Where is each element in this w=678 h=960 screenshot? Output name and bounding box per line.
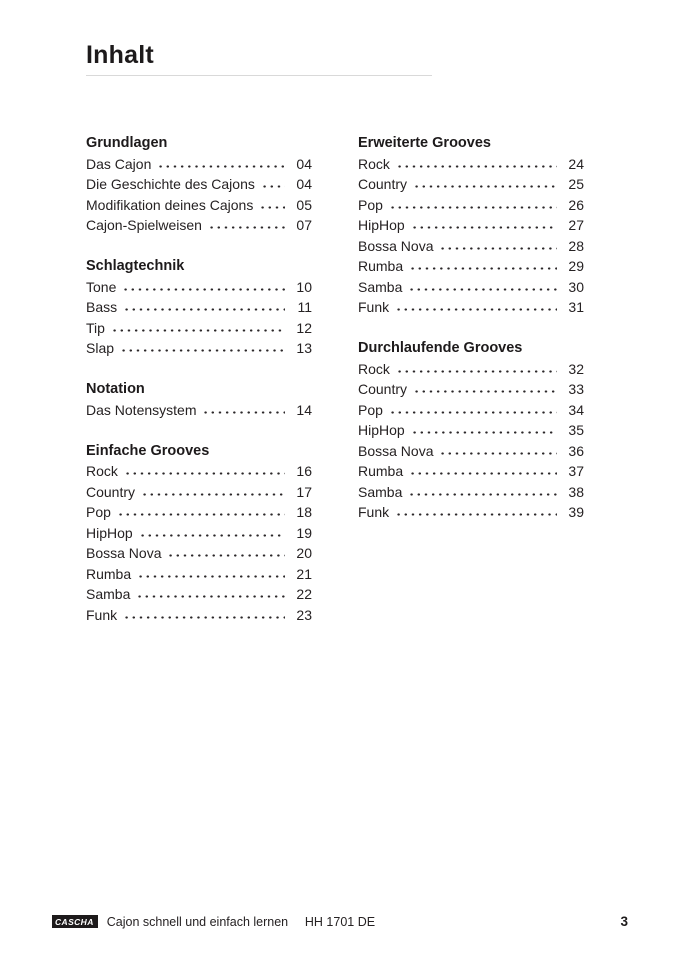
toc-entry-page-number: 12 xyxy=(296,319,312,336)
toc-entry-row xyxy=(358,379,584,400)
toc-section xyxy=(86,133,312,236)
toc-entry-label: Tip xyxy=(86,319,105,336)
toc-entry-page-number: 14 xyxy=(296,401,312,418)
dot-leader xyxy=(408,482,557,503)
toc-entry-row xyxy=(358,461,584,482)
dot-leader xyxy=(167,543,285,564)
toc-entry-row xyxy=(86,338,312,359)
toc-entry-row xyxy=(86,564,312,585)
toc-section xyxy=(86,256,312,359)
toc-entry-row xyxy=(358,502,584,523)
toc-entry-row xyxy=(358,215,584,236)
toc-entry-page-number: 04 xyxy=(296,155,312,172)
toc-section xyxy=(86,441,312,626)
toc-entry-label: Das Cajon xyxy=(86,155,152,172)
toc-entry-label: Funk xyxy=(358,504,390,520)
toc-entry-page-number: 31 xyxy=(568,299,584,315)
dot-leader xyxy=(122,277,285,298)
dot-leader xyxy=(120,338,285,359)
toc-column xyxy=(86,133,312,625)
toc-entry-page-number: 33 xyxy=(568,381,584,397)
toc-columns xyxy=(86,133,584,625)
dot-leader xyxy=(409,256,557,277)
toc-entry-page-number: 20 xyxy=(296,545,312,561)
toc-entry-row xyxy=(86,502,312,523)
dot-leader xyxy=(389,195,557,216)
section-heading: Erweiterte Grooves xyxy=(358,135,491,151)
toc-entry-row xyxy=(86,215,312,236)
toc-entry-page-number: 34 xyxy=(568,401,584,418)
toc-entry-label: Pop xyxy=(358,196,383,213)
toc-entry-label: Bossa Nova xyxy=(358,442,434,459)
dot-leader xyxy=(395,502,557,523)
toc-entry-label: Samba xyxy=(358,483,403,500)
dot-leader xyxy=(411,420,557,441)
dot-leader xyxy=(396,154,557,175)
toc-entry-page-number: 07 xyxy=(296,217,312,233)
toc-entry-row xyxy=(358,154,584,175)
toc-entry-label: Bossa Nova xyxy=(86,545,162,561)
toc-section xyxy=(86,379,312,420)
toc-section xyxy=(358,338,584,523)
toc-entry-label: Rock xyxy=(358,155,390,172)
toc-entry-page-number: 32 xyxy=(568,360,584,377)
toc-entry-row xyxy=(86,195,312,216)
toc-entry-page-number: 04 xyxy=(296,176,312,192)
toc-entry-page-number: 13 xyxy=(296,340,312,356)
dot-leader xyxy=(123,297,285,318)
toc-entry-row xyxy=(358,359,584,380)
toc-entry-row xyxy=(86,605,312,626)
toc-entry-page-number: 38 xyxy=(568,483,584,500)
toc-entry-label: Modifikation deines Cajons xyxy=(86,196,254,213)
toc-entry-label: Slap xyxy=(86,340,115,356)
toc-entry-page-number: 37 xyxy=(568,463,584,479)
dot-leader xyxy=(261,174,285,195)
toc-entry-label: HipHop xyxy=(86,524,133,541)
toc-entry-label: Country xyxy=(86,483,136,500)
toc-entry-label: Funk xyxy=(358,299,390,315)
footer-page-number: 3 xyxy=(620,914,628,929)
dot-leader xyxy=(136,584,285,605)
dot-leader xyxy=(413,174,557,195)
toc-entry-page-number: 18 xyxy=(296,504,312,520)
toc-entry-page-number: 39 xyxy=(568,504,584,520)
toc-entry-label: Funk xyxy=(86,606,118,623)
section-heading: Schlagtechnik xyxy=(86,258,185,274)
section-heading: Einfache Grooves xyxy=(86,442,210,459)
toc-entry-row xyxy=(358,236,584,257)
toc-entry-page-number: 19 xyxy=(296,524,312,541)
toc-entry-label: Bass xyxy=(86,299,118,315)
section-heading: Notation xyxy=(86,381,145,397)
dot-leader xyxy=(141,482,285,503)
toc-entry-label: Tone xyxy=(86,278,117,295)
toc-entry-label: Rumba xyxy=(358,463,404,479)
toc-entry-page-number: 21 xyxy=(296,565,312,582)
toc-entry-label: HipHop xyxy=(358,422,405,438)
dot-leader xyxy=(395,297,557,318)
cascha-logo: CASCHA xyxy=(52,915,98,929)
dot-leader xyxy=(157,154,285,175)
toc-entry-row xyxy=(358,277,584,298)
toc-entry-page-number: 05 xyxy=(296,196,312,213)
section-heading: Grundlagen xyxy=(86,135,168,151)
toc-entry-row xyxy=(358,174,584,195)
toc-entry-row xyxy=(86,584,312,605)
toc-entry-page-number: 28 xyxy=(568,237,584,254)
dot-leader xyxy=(411,215,557,236)
toc-entry-page-number: 16 xyxy=(296,463,312,479)
toc-entry-page-number: 17 xyxy=(296,483,312,500)
toc-entry-label: Rumba xyxy=(358,258,404,274)
toc-entry-row xyxy=(86,318,312,339)
toc-entry-row xyxy=(358,297,584,318)
dot-leader xyxy=(117,502,285,523)
toc-entry-row xyxy=(86,482,312,503)
toc-entry-label: Pop xyxy=(86,504,111,520)
toc-entry-row xyxy=(86,461,312,482)
toc-section xyxy=(358,133,584,318)
toc-entry-page-number: 24 xyxy=(568,155,584,172)
toc-entry-row xyxy=(358,441,584,462)
dot-leader xyxy=(389,400,557,421)
toc-entry-label: Rock xyxy=(358,360,390,377)
toc-entry-label: Rumba xyxy=(86,565,132,582)
toc-entry-label: Cajon-Spielweisen xyxy=(86,217,202,233)
toc-entry-label: Country xyxy=(358,381,408,397)
toc-entry-label: Samba xyxy=(358,278,403,295)
toc-entry-label: Country xyxy=(358,176,408,192)
dot-leader xyxy=(259,195,285,216)
toc-entry-row xyxy=(358,256,584,277)
toc-entry-label: Die Geschichte des Cajons xyxy=(86,176,255,192)
page-footer xyxy=(52,914,628,929)
toc-entry-page-number: 25 xyxy=(568,176,584,192)
footer-left xyxy=(52,915,305,929)
toc-entry-page-number: 35 xyxy=(568,422,584,438)
dot-leader xyxy=(396,359,557,380)
toc-entry-page-number: 29 xyxy=(568,258,584,274)
toc-entry-label: Samba xyxy=(86,586,131,602)
toc-entry-label: Das Notensystem xyxy=(86,401,197,418)
toc-entry-row xyxy=(86,277,312,298)
dot-leader xyxy=(208,215,285,236)
toc-entry-row xyxy=(358,482,584,503)
toc-entry-label: HipHop xyxy=(358,217,405,233)
footer-catalog-number: HH 1701 DE xyxy=(304,914,376,929)
toc-entry-page-number: 11 xyxy=(297,299,312,315)
dot-leader xyxy=(413,379,557,400)
page-title: Inhalt xyxy=(86,41,154,69)
toc-entry-row xyxy=(358,195,584,216)
toc-entry-row xyxy=(86,174,312,195)
dot-leader xyxy=(408,277,557,298)
toc-entry-row xyxy=(86,523,312,544)
toc-entry-label: Rock xyxy=(86,463,118,479)
toc-entry-page-number: 10 xyxy=(296,278,312,295)
toc-entry-label: Pop xyxy=(358,401,383,418)
toc-entry-page-number: 22 xyxy=(296,586,312,602)
dot-leader xyxy=(124,461,285,482)
toc-entry-row xyxy=(86,400,312,421)
title-rule xyxy=(86,75,432,76)
dot-leader xyxy=(439,236,557,257)
dot-leader xyxy=(123,605,285,626)
toc-entry-row xyxy=(358,400,584,421)
dot-leader xyxy=(111,318,285,339)
toc-entry-page-number: 30 xyxy=(568,278,584,295)
toc-entry-label: Bossa Nova xyxy=(358,237,434,254)
dot-leader xyxy=(202,400,285,421)
section-heading: Durchlaufende Grooves xyxy=(358,340,523,356)
toc-entry-row xyxy=(86,543,312,564)
toc-entry-row xyxy=(86,154,312,175)
dot-leader xyxy=(409,461,557,482)
toc-entry-page-number: 36 xyxy=(568,442,584,459)
toc-entry-page-number: 23 xyxy=(296,606,312,623)
toc-entry-page-number: 27 xyxy=(568,217,584,233)
dot-leader xyxy=(137,564,285,585)
footer-book-title: Cajon schnell und einfach lernen xyxy=(106,914,289,929)
toc-entry-page-number: 26 xyxy=(568,196,584,213)
toc-entry-row xyxy=(358,420,584,441)
dot-leader xyxy=(139,523,285,544)
toc-column xyxy=(358,133,584,523)
dot-leader xyxy=(439,441,557,462)
toc-entry-row xyxy=(86,297,312,318)
